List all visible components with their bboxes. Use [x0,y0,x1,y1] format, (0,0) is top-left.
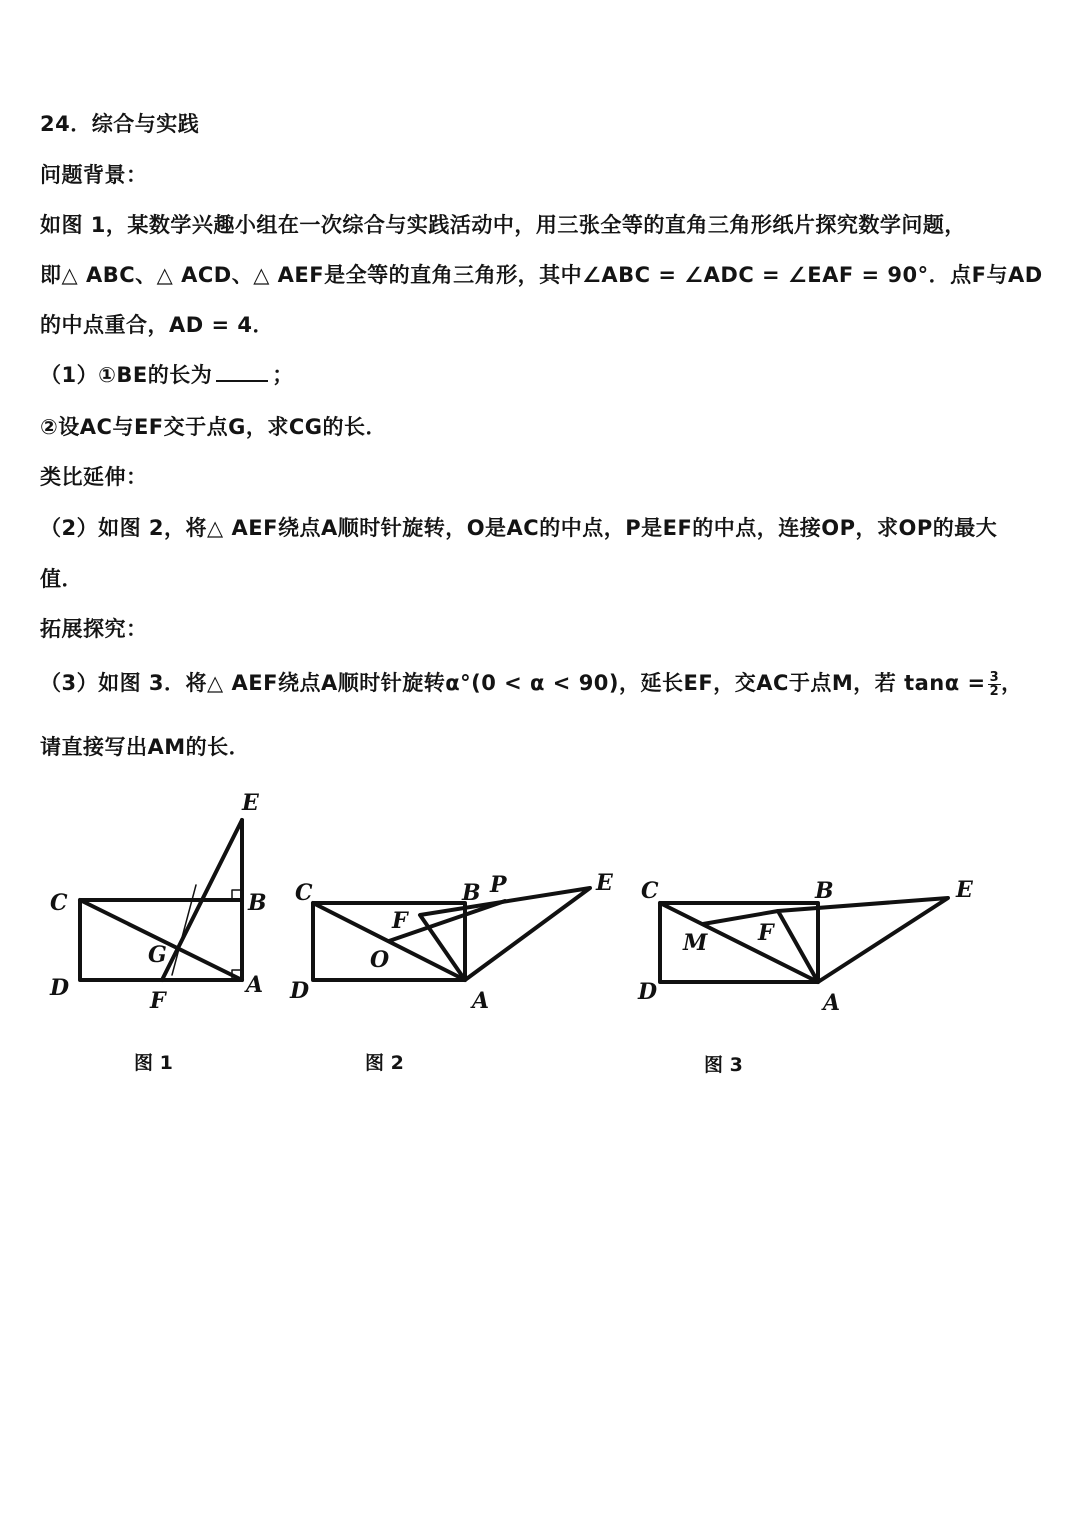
fig2-label-a: A [472,988,490,1014]
fig2-label-p: P [490,872,507,898]
answer-blank[interactable] [216,378,268,382]
figure-3 [630,865,980,1025]
fig2-label-d: D [290,978,310,1004]
fig1-label-e: E [242,790,259,816]
fig3-label-f: F [758,920,774,946]
fig2-label-b: B [462,880,481,906]
fig3-label-b: B [815,878,834,904]
fig3-label-e: E [956,877,973,903]
fig2-label-e: E [596,870,613,896]
background-line-1: 如图 1，某数学兴趣小组在一次综合与实践活动中，用三张全等的直角三角形纸片探究数学问题， [40,213,966,237]
fig1-label-b: B [248,890,267,916]
fig1-label-a: A [246,972,264,998]
fig1-label-c: C [50,890,68,916]
tan-fraction [988,671,1002,698]
extension-heading: 拓展探究： [40,617,148,641]
background-heading: 问题背景： [40,163,148,187]
fig3-label-c: C [641,878,659,904]
question-1a-end: ； [272,363,294,387]
figure-2-caption: 图 2 [365,1052,404,1074]
background-line-2: 即△ ABC、△ ACD、△ AEF是全等的直角三角形，其中∠ABC = ∠ADC = ∠EAF = 90°．点F与AD [40,263,1043,287]
question-1a [40,359,294,389]
problem-number: 24． [40,112,92,136]
fig1-label-d: D [50,975,70,1001]
fig2-label-o: O [370,947,390,973]
problem-title: 综合与实践 [91,112,200,136]
fig1-diagonal-ca [80,900,242,980]
question-3-line-1 [40,667,1023,698]
problem-header [40,108,199,138]
fig2-label-c: C [295,880,313,906]
figure-1 [40,785,280,1020]
fig3-triangle-aef [778,898,948,982]
figure-1-caption: 图 1 [134,1052,173,1074]
figure-3-caption: 图 3 [704,1054,743,1076]
fig3-label-d: D [638,979,658,1005]
question-3-line-2: 请直接写出AM的长． [40,735,251,759]
question-1a-text: （1）①BE的长为 [40,363,213,387]
fig1-label-g: G [148,942,167,968]
question-2-line-2: 值． [40,567,83,591]
analogy-heading: 类比延伸： [40,465,148,489]
fig1-label-f: F [150,988,166,1014]
question-3-text: （3）如图 3．将△ AEF绕点A顺时针旋转α°(0 < α < 90)，延长EF，交AC于点M，若 tanα = [40,671,986,695]
question-1b: ②设AC与EF交于点G，求CG的长． [40,415,388,439]
figure-2 [285,860,625,1020]
fig3-label-m: M [683,930,708,956]
fig3-label-a: A [823,990,841,1016]
fraction-denominator: 2 [989,683,1000,699]
question-2-line-1: （2）如图 2，将△ AEF绕点A顺时针旋转，O是AC的中点，P是EF的中点，连接OP，求OP的最大 [40,516,998,540]
fraction-numerator: 3 [989,669,1000,685]
question-3-end: ， [1001,671,1023,695]
fig2-label-f: F [392,908,408,934]
background-line-3: 的中点重合，AD = 4． [40,313,275,337]
